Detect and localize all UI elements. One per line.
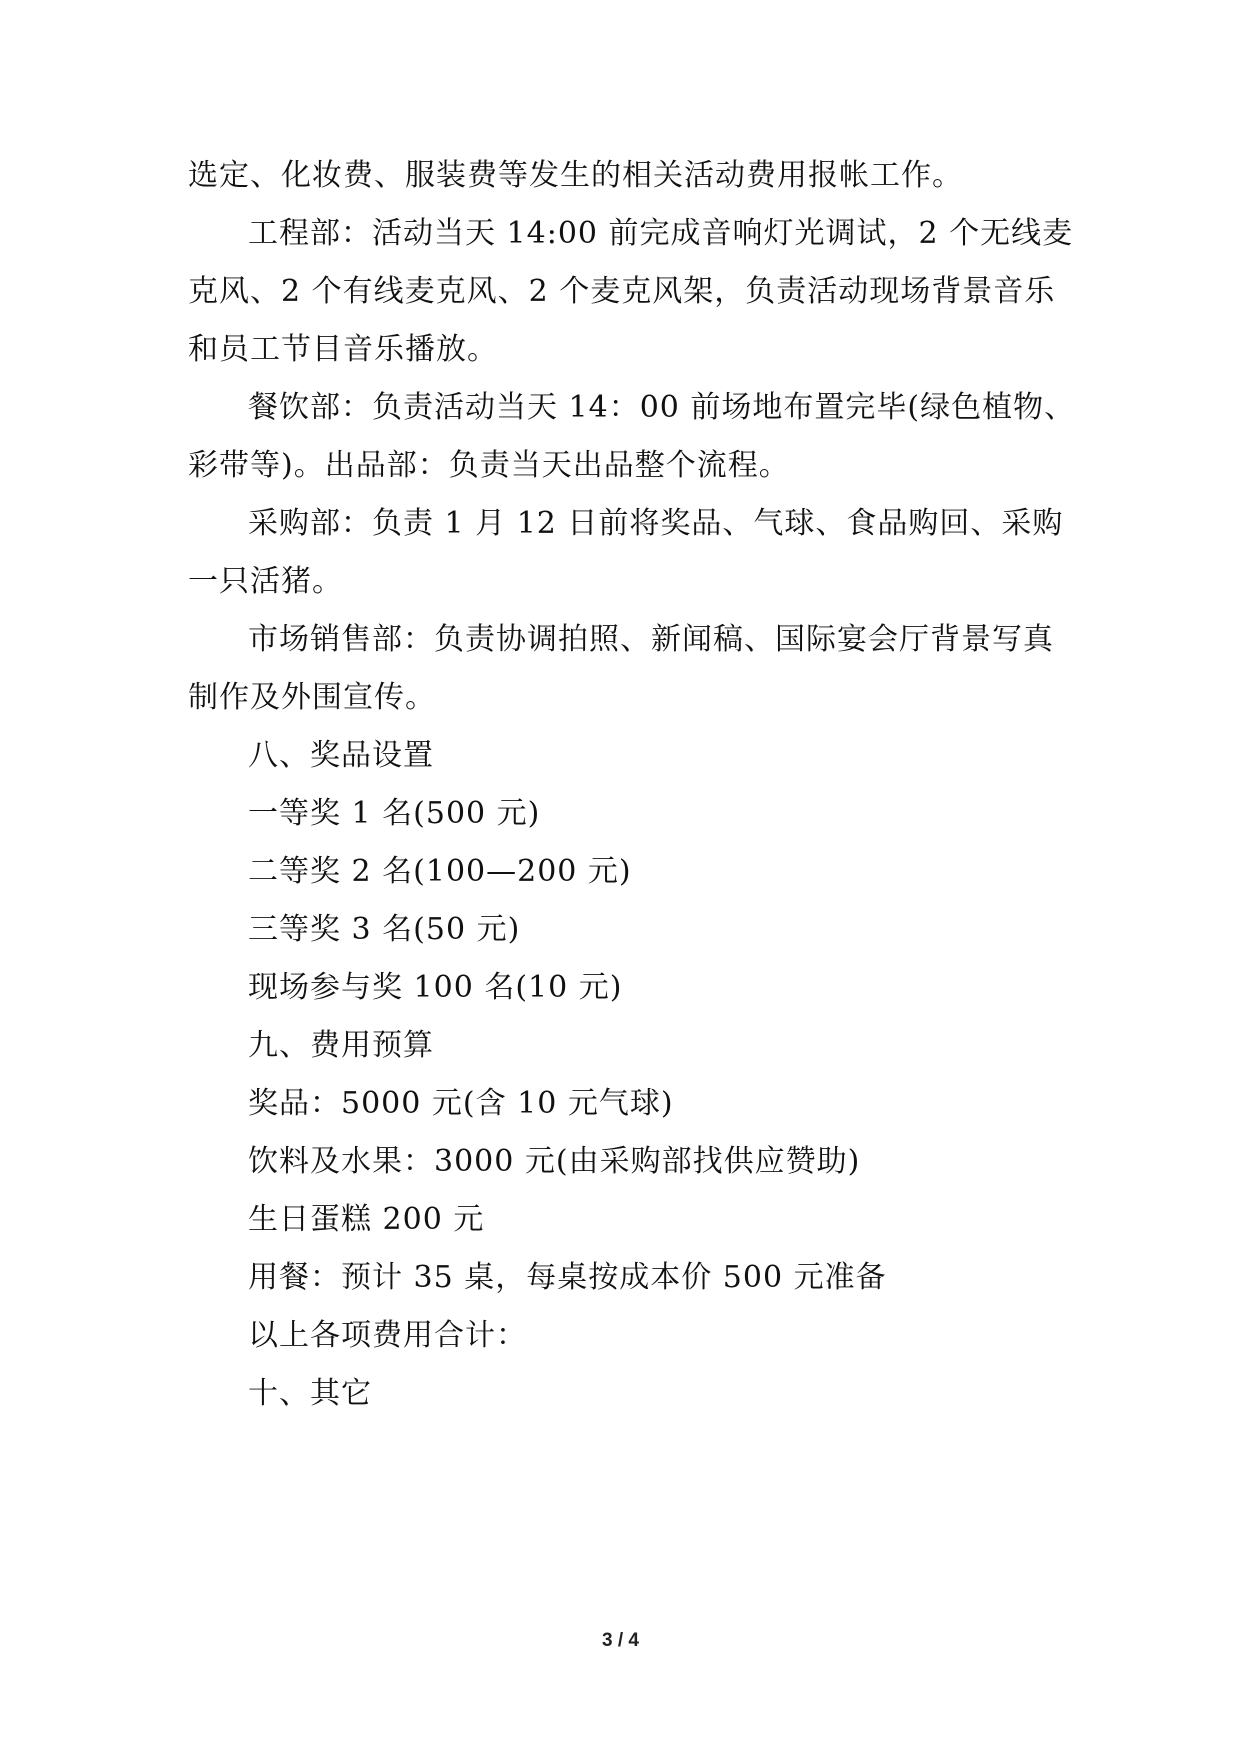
text-line: 餐饮部：负责活动当天 14：00 前场地布置完毕(绿色植物、 [248,390,1076,425]
budget-item: 奖品：5000 元(含 10 元气球) [248,1086,674,1121]
prize-item: 二等奖 2 名(100—200 元) [248,854,632,889]
text-line: 工程部：活动当天 14:00 前完成音响灯光调试，2 个无线麦 [248,216,1074,251]
text-line: 一只活猪。 [188,564,343,599]
text-line: 制作及外围宣传。 [188,680,436,715]
section-heading: 八、奖品设置 [248,738,434,773]
prize-item: 三等奖 3 名(50 元) [248,912,521,947]
prize-item: 现场参与奖 100 名(10 元) [248,970,623,1005]
budget-total: 以上各项费用合计： [248,1318,527,1353]
text-line: 彩带等)。出品部：负责当天出品整个流程。 [188,448,790,483]
page-number: 3 / 4 [602,1630,639,1651]
text-line: 采购部：负责 1 月 12 日前将奖品、气球、食品购回、采购 [248,506,1064,541]
prize-item: 一等奖 1 名(500 元) [248,796,541,831]
text-line: 和员工节目音乐播放。 [188,332,498,367]
text-line: 市场销售部：负责协调拍照、新闻稿、国际宴会厅背景写真 [248,622,1054,657]
section-heading: 十、其它 [248,1376,372,1411]
section-heading: 九、费用预算 [248,1028,434,1063]
budget-item: 生日蛋糕 200 元 [248,1202,485,1237]
budget-item: 用餐：预计 35 桌，每桌按成本价 500 元准备 [248,1260,887,1295]
budget-item: 饮料及水果：3000 元(由采购部找供应赞助) [248,1144,861,1179]
text-line: 克风、2 个有线麦克风、2 个麦克风架，负责活动现场背景音乐 [188,274,1056,309]
text-line: 选定、化妆费、服装费等发生的相关活动费用报帐工作。 [188,158,963,193]
